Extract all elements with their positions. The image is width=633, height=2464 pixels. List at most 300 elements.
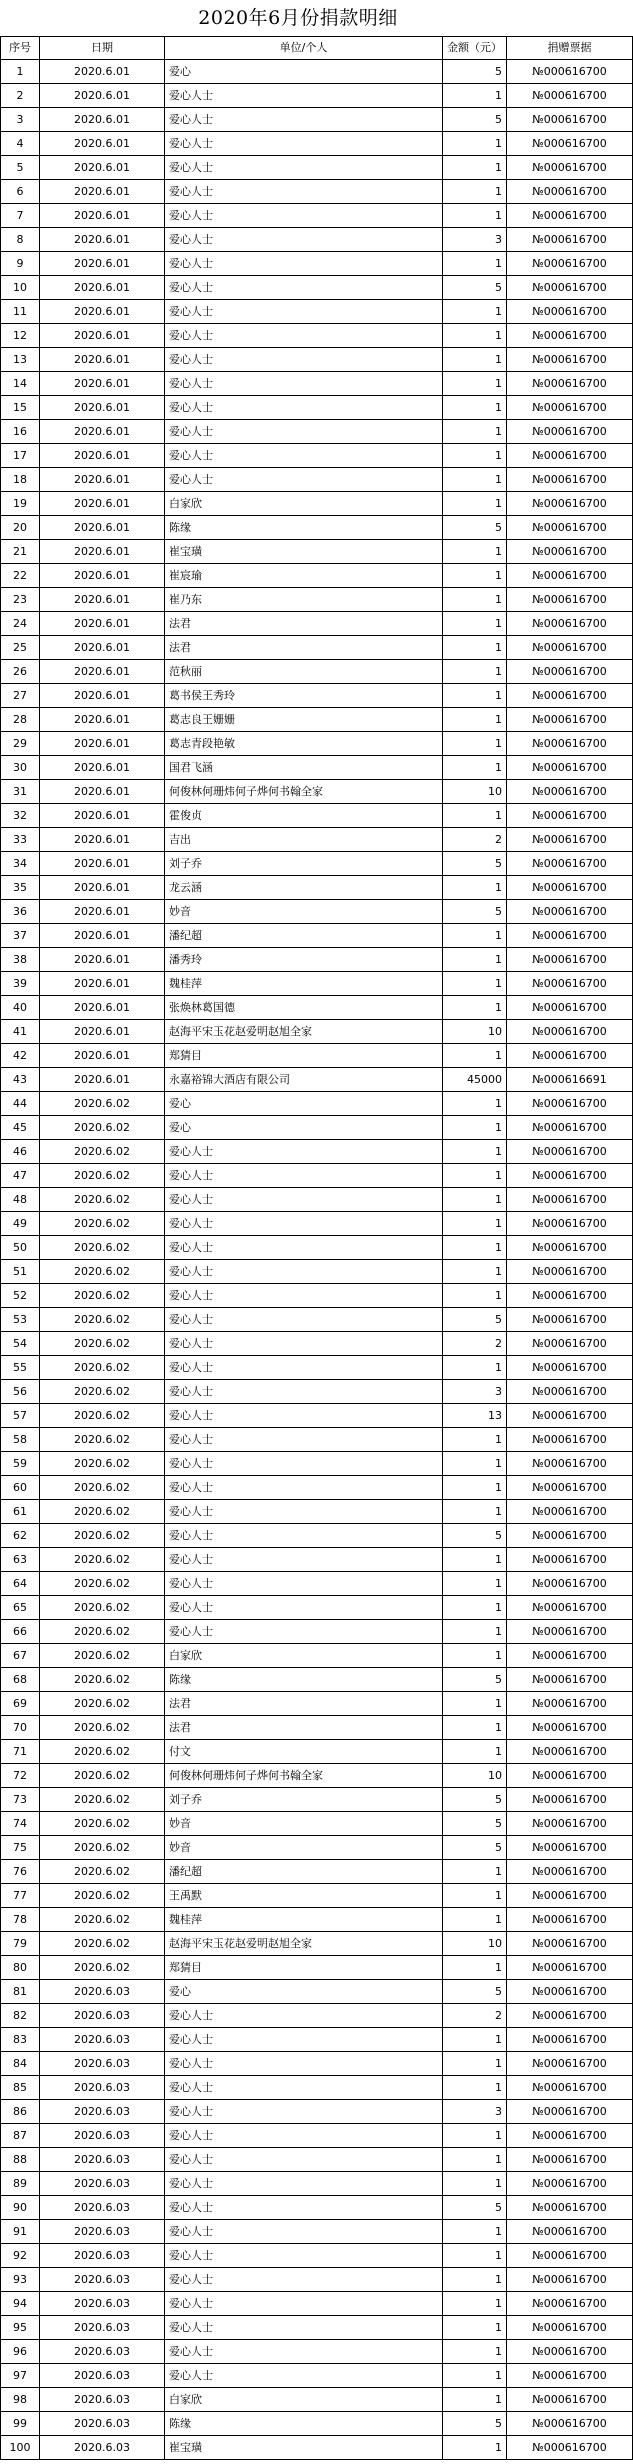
row-date: 2020.6.02 <box>40 1500 165 1524</box>
row-date: 2020.6.02 <box>40 1380 165 1404</box>
header-donor: 单位/个人 <box>165 37 443 60</box>
row-receipt: №000616700 <box>507 1236 633 1260</box>
row-donor: 白家欣 <box>165 2388 443 2412</box>
row-no: 95 <box>1 2316 40 2340</box>
row-receipt: №000616700 <box>507 2244 633 2268</box>
row-donor: 爱心人士 <box>165 132 443 156</box>
row-donor: 潘纪超 <box>165 1860 443 1884</box>
row-amount: 1 <box>443 1044 507 1068</box>
row-receipt: №000616700 <box>507 1356 633 1380</box>
row-donor: 法君 <box>165 1692 443 1716</box>
row-donor: 崔宸瑜 <box>165 564 443 588</box>
row-no: 53 <box>1 1308 40 1332</box>
row-donor: 爱心人士 <box>165 2268 443 2292</box>
row-no: 85 <box>1 2076 40 2100</box>
row-donor: 爱心人士 <box>165 1284 443 1308</box>
row-no: 61 <box>1 1500 40 1524</box>
row-donor: 爱心人士 <box>165 1140 443 1164</box>
row-no: 6 <box>1 180 40 204</box>
table-row <box>1 1116 633 1140</box>
row-date: 2020.6.01 <box>40 132 165 156</box>
row-no: 42 <box>1 1044 40 1068</box>
table-row <box>1 828 633 852</box>
row-receipt: №000616700 <box>507 1548 633 1572</box>
row-amount: 1 <box>443 84 507 108</box>
row-donor: 王禹默 <box>165 1884 443 1908</box>
row-receipt: №000616700 <box>507 564 633 588</box>
row-date: 2020.6.01 <box>40 804 165 828</box>
row-amount: 2 <box>443 1332 507 1356</box>
row-donor: 爱心人士 <box>165 1428 443 1452</box>
row-donor: 爱心人士 <box>165 276 443 300</box>
row-amount: 1 <box>443 2292 507 2316</box>
table-row <box>1 2196 633 2220</box>
row-donor: 陈缘 <box>165 2412 443 2436</box>
row-no: 51 <box>1 1260 40 1284</box>
row-no: 75 <box>1 1836 40 1860</box>
row-date: 2020.6.01 <box>40 924 165 948</box>
row-receipt: №000616700 <box>507 828 633 852</box>
row-donor: 爱心人士 <box>165 468 443 492</box>
row-date: 2020.6.02 <box>40 1572 165 1596</box>
table-row <box>1 468 633 492</box>
table-row <box>1 2292 633 2316</box>
row-amount: 1 <box>443 348 507 372</box>
row-receipt: №000616700 <box>507 1140 633 1164</box>
table-row <box>1 396 633 420</box>
row-donor: 爱心人士 <box>165 2124 443 2148</box>
row-donor: 吉出 <box>165 828 443 852</box>
row-receipt: №000616700 <box>507 588 633 612</box>
row-date: 2020.6.01 <box>40 396 165 420</box>
row-donor: 妙音 <box>165 1836 443 1860</box>
row-no: 79 <box>1 1932 40 1956</box>
row-amount: 1 <box>443 1356 507 1380</box>
row-receipt: №000616700 <box>507 2076 633 2100</box>
row-no: 59 <box>1 1452 40 1476</box>
row-donor: 爱心人士 <box>165 1188 443 1212</box>
row-no: 31 <box>1 780 40 804</box>
row-amount: 1 <box>443 1908 507 1932</box>
row-no: 13 <box>1 348 40 372</box>
row-donor: 何俊林何珊炜何子烨何书翰全家 <box>165 1764 443 1788</box>
row-no: 71 <box>1 1740 40 1764</box>
table-row <box>1 900 633 924</box>
row-amount: 1 <box>443 2076 507 2100</box>
row-no: 7 <box>1 204 40 228</box>
row-date: 2020.6.03 <box>40 2436 165 2460</box>
row-amount: 1 <box>443 1860 507 1884</box>
row-date: 2020.6.01 <box>40 828 165 852</box>
row-receipt: №000616700 <box>507 1260 633 1284</box>
row-receipt: №000616700 <box>507 1668 633 1692</box>
row-donor: 赵海平宋玉花赵爱明赵旭全家 <box>165 1020 443 1044</box>
table-row <box>1 780 633 804</box>
row-receipt: №000616700 <box>507 396 633 420</box>
row-amount: 1 <box>443 804 507 828</box>
row-amount: 5 <box>443 1836 507 1860</box>
row-no: 32 <box>1 804 40 828</box>
row-amount: 1 <box>443 948 507 972</box>
row-donor: 张焕林葛国德 <box>165 996 443 1020</box>
table-row <box>1 1284 633 1308</box>
row-amount: 10 <box>443 1764 507 1788</box>
row-amount: 1 <box>443 1092 507 1116</box>
row-no: 66 <box>1 1620 40 1644</box>
row-amount: 1 <box>443 2340 507 2364</box>
row-amount: 1 <box>443 1140 507 1164</box>
row-amount: 1 <box>443 1740 507 1764</box>
row-receipt: №000616700 <box>507 516 633 540</box>
row-amount: 5 <box>443 852 507 876</box>
table-row <box>1 1836 633 1860</box>
row-no: 28 <box>1 708 40 732</box>
row-donor: 爱心人士 <box>165 1308 443 1332</box>
row-receipt: №000616700 <box>507 852 633 876</box>
table-row <box>1 2124 633 2148</box>
row-date: 2020.6.01 <box>40 84 165 108</box>
row-date: 2020.6.03 <box>40 2388 165 2412</box>
table-row <box>1 540 633 564</box>
row-receipt: №000616700 <box>507 372 633 396</box>
row-no: 90 <box>1 2196 40 2220</box>
row-receipt: №000616700 <box>507 1212 633 1236</box>
table-row <box>1 132 633 156</box>
row-receipt: №000616700 <box>507 180 633 204</box>
row-amount: 5 <box>443 1788 507 1812</box>
row-date: 2020.6.01 <box>40 156 165 180</box>
table-body <box>1 60 633 2460</box>
row-no: 2 <box>1 84 40 108</box>
row-receipt: №000616700 <box>507 2316 633 2340</box>
row-no: 45 <box>1 1116 40 1140</box>
row-donor: 爱心人士 <box>165 396 443 420</box>
table-row <box>1 2052 633 2076</box>
row-receipt: №000616700 <box>507 348 633 372</box>
row-amount: 1 <box>443 372 507 396</box>
row-amount: 1 <box>443 2028 507 2052</box>
row-donor: 何俊林何珊炜何子烨何书翰全家 <box>165 780 443 804</box>
row-receipt: №000616700 <box>507 2412 633 2436</box>
row-donor: 爱心人士 <box>165 300 443 324</box>
row-amount: 1 <box>443 972 507 996</box>
row-amount: 1 <box>443 1212 507 1236</box>
row-amount: 1 <box>443 1500 507 1524</box>
table-row <box>1 1380 633 1404</box>
row-date: 2020.6.03 <box>40 2244 165 2268</box>
table-row <box>1 1044 633 1068</box>
row-date: 2020.6.01 <box>40 684 165 708</box>
table-row <box>1 1476 633 1500</box>
table-row <box>1 1884 633 1908</box>
row-amount: 1 <box>443 924 507 948</box>
row-amount: 1 <box>443 1428 507 1452</box>
row-receipt: №000616700 <box>507 612 633 636</box>
donation-table <box>0 36 633 2460</box>
table-row <box>1 1860 633 1884</box>
row-amount: 1 <box>443 1644 507 1668</box>
row-no: 17 <box>1 444 40 468</box>
table-row <box>1 1812 633 1836</box>
row-no: 58 <box>1 1428 40 1452</box>
row-no: 4 <box>1 132 40 156</box>
row-no: 24 <box>1 612 40 636</box>
row-receipt: №000616700 <box>507 2364 633 2388</box>
row-receipt: №000616700 <box>507 204 633 228</box>
row-receipt: №000616700 <box>507 1740 633 1764</box>
row-receipt: №000616700 <box>507 1404 633 1428</box>
row-donor: 爱心人士 <box>165 1548 443 1572</box>
row-donor: 爱心人士 <box>165 1260 443 1284</box>
row-no: 50 <box>1 1236 40 1260</box>
table-row <box>1 732 633 756</box>
table-row <box>1 324 633 348</box>
row-donor: 爱心人士 <box>165 372 443 396</box>
row-receipt: №000616700 <box>507 1332 633 1356</box>
row-amount: 1 <box>443 1548 507 1572</box>
row-receipt: №000616700 <box>507 420 633 444</box>
row-no: 37 <box>1 924 40 948</box>
row-date: 2020.6.02 <box>40 1596 165 1620</box>
table-row <box>1 2268 633 2292</box>
row-date: 2020.6.01 <box>40 1044 165 1068</box>
row-receipt: №000616691 <box>507 1068 633 1092</box>
table-row <box>1 228 633 252</box>
row-no: 72 <box>1 1764 40 1788</box>
table-row <box>1 156 633 180</box>
row-no: 22 <box>1 564 40 588</box>
row-receipt: №000616700 <box>507 924 633 948</box>
row-receipt: №000616700 <box>507 2100 633 2124</box>
row-date: 2020.6.03 <box>40 2172 165 2196</box>
row-date: 2020.6.01 <box>40 756 165 780</box>
row-receipt: №000616700 <box>507 2388 633 2412</box>
row-receipt: №000616700 <box>507 492 633 516</box>
row-donor: 爱心人士 <box>165 348 443 372</box>
row-donor: 陈缘 <box>165 516 443 540</box>
row-amount: 1 <box>443 180 507 204</box>
row-amount: 5 <box>443 276 507 300</box>
row-no: 84 <box>1 2052 40 2076</box>
row-amount: 1 <box>443 732 507 756</box>
row-date: 2020.6.02 <box>40 1092 165 1116</box>
table-row <box>1 1932 633 1956</box>
row-amount: 10 <box>443 1020 507 1044</box>
table-row <box>1 1356 633 1380</box>
row-amount: 1 <box>443 1116 507 1140</box>
row-date: 2020.6.01 <box>40 948 165 972</box>
row-no: 11 <box>1 300 40 324</box>
row-amount: 1 <box>443 612 507 636</box>
table-row <box>1 564 633 588</box>
row-donor: 爱心人士 <box>165 1620 443 1644</box>
row-amount: 1 <box>443 2268 507 2292</box>
row-donor: 潘纪超 <box>165 924 443 948</box>
row-amount: 5 <box>443 1980 507 2004</box>
table-row <box>1 2340 633 2364</box>
row-date: 2020.6.03 <box>40 2412 165 2436</box>
row-amount: 1 <box>443 1236 507 1260</box>
row-amount: 1 <box>443 2052 507 2076</box>
row-date: 2020.6.01 <box>40 420 165 444</box>
row-receipt: №000616700 <box>507 1308 633 1332</box>
row-date: 2020.6.02 <box>40 1908 165 1932</box>
table-row <box>1 2172 633 2196</box>
row-no: 9 <box>1 252 40 276</box>
row-no: 39 <box>1 972 40 996</box>
row-receipt: №000616700 <box>507 108 633 132</box>
row-date: 2020.6.02 <box>40 1740 165 1764</box>
table-row <box>1 276 633 300</box>
row-donor: 爱心人士 <box>165 108 443 132</box>
row-donor: 法君 <box>165 636 443 660</box>
table-row <box>1 1308 633 1332</box>
row-no: 93 <box>1 2268 40 2292</box>
table-row <box>1 924 633 948</box>
table-row <box>1 300 633 324</box>
row-date: 2020.6.01 <box>40 996 165 1020</box>
header-date: 日期 <box>40 37 165 60</box>
row-amount: 3 <box>443 228 507 252</box>
row-receipt: №000616700 <box>507 2004 633 2028</box>
table-row <box>1 420 633 444</box>
table-row <box>1 108 633 132</box>
row-no: 16 <box>1 420 40 444</box>
table-row <box>1 84 633 108</box>
table-row <box>1 2436 633 2460</box>
row-donor: 爱心人士 <box>165 252 443 276</box>
row-receipt: №000616700 <box>507 2196 633 2220</box>
row-receipt: №000616700 <box>507 1596 633 1620</box>
row-donor: 爱心人士 <box>165 2004 443 2028</box>
row-receipt: №000616700 <box>507 972 633 996</box>
row-date: 2020.6.01 <box>40 564 165 588</box>
row-donor: 爱心人士 <box>165 156 443 180</box>
row-amount: 1 <box>443 2148 507 2172</box>
row-date: 2020.6.02 <box>40 1116 165 1140</box>
row-amount: 1 <box>443 2436 507 2460</box>
row-donor: 葛志青段艳敏 <box>165 732 443 756</box>
row-date: 2020.6.02 <box>40 1524 165 1548</box>
row-date: 2020.6.02 <box>40 1332 165 1356</box>
row-date: 2020.6.03 <box>40 2196 165 2220</box>
row-donor: 郑猜目 <box>165 1044 443 1068</box>
table-row <box>1 2388 633 2412</box>
table-row <box>1 2412 633 2436</box>
row-receipt: №000616700 <box>507 60 633 84</box>
row-no: 97 <box>1 2364 40 2388</box>
row-receipt: №000616700 <box>507 780 633 804</box>
row-date: 2020.6.02 <box>40 1452 165 1476</box>
row-no: 94 <box>1 2292 40 2316</box>
row-donor: 魏桂萍 <box>165 972 443 996</box>
row-date: 2020.6.01 <box>40 228 165 252</box>
row-amount: 1 <box>443 588 507 612</box>
table-row <box>1 948 633 972</box>
row-date: 2020.6.02 <box>40 1164 165 1188</box>
row-receipt: №000616700 <box>507 156 633 180</box>
row-donor: 爱心 <box>165 1092 443 1116</box>
row-no: 40 <box>1 996 40 1020</box>
row-donor: 法君 <box>165 612 443 636</box>
row-no: 10 <box>1 276 40 300</box>
row-date: 2020.6.01 <box>40 636 165 660</box>
row-amount: 3 <box>443 2100 507 2124</box>
row-donor: 爱心人士 <box>165 2220 443 2244</box>
row-donor: 崔宝璜 <box>165 2436 443 2460</box>
row-receipt: №000616700 <box>507 1836 633 1860</box>
row-no: 14 <box>1 372 40 396</box>
row-amount: 5 <box>443 108 507 132</box>
row-receipt: №000616700 <box>507 1380 633 1404</box>
table-row <box>1 1908 633 1932</box>
row-date: 2020.6.03 <box>40 2052 165 2076</box>
row-donor: 爱心人士 <box>165 1524 443 1548</box>
header-receipt: 捐赠票据 <box>507 37 633 60</box>
row-date: 2020.6.01 <box>40 348 165 372</box>
row-donor: 爱心人士 <box>165 2196 443 2220</box>
row-no: 49 <box>1 1212 40 1236</box>
row-amount: 1 <box>443 420 507 444</box>
row-receipt: №000616700 <box>507 996 633 1020</box>
row-no: 8 <box>1 228 40 252</box>
row-no: 38 <box>1 948 40 972</box>
row-donor: 爱心人士 <box>165 1404 443 1428</box>
row-receipt: №000616700 <box>507 1428 633 1452</box>
row-amount: 1 <box>443 1260 507 1284</box>
row-receipt: №000616700 <box>507 1908 633 1932</box>
row-no: 81 <box>1 1980 40 2004</box>
row-no: 29 <box>1 732 40 756</box>
row-no: 36 <box>1 900 40 924</box>
row-amount: 5 <box>443 60 507 84</box>
table-row <box>1 660 633 684</box>
row-no: 100 <box>1 2436 40 2460</box>
row-date: 2020.6.01 <box>40 708 165 732</box>
row-date: 2020.6.01 <box>40 492 165 516</box>
row-amount: 10 <box>443 780 507 804</box>
row-no: 56 <box>1 1380 40 1404</box>
row-no: 78 <box>1 1908 40 1932</box>
row-amount: 5 <box>443 2412 507 2436</box>
row-donor: 爱心人士 <box>165 1572 443 1596</box>
row-date: 2020.6.02 <box>40 1932 165 1956</box>
row-date: 2020.6.01 <box>40 444 165 468</box>
row-no: 15 <box>1 396 40 420</box>
table-row <box>1 636 633 660</box>
row-no: 80 <box>1 1956 40 1980</box>
row-date: 2020.6.02 <box>40 1308 165 1332</box>
row-no: 76 <box>1 1860 40 1884</box>
row-date: 2020.6.02 <box>40 1788 165 1812</box>
row-date: 2020.6.02 <box>40 1428 165 1452</box>
row-donor: 赵海平宋玉花赵爱明赵旭全家 <box>165 1932 443 1956</box>
row-date: 2020.6.02 <box>40 1188 165 1212</box>
row-date: 2020.6.01 <box>40 1020 165 1044</box>
row-receipt: №000616700 <box>507 1644 633 1668</box>
row-no: 70 <box>1 1716 40 1740</box>
row-receipt: №000616700 <box>507 1500 633 1524</box>
row-donor: 爱心人士 <box>165 1452 443 1476</box>
row-no: 44 <box>1 1092 40 1116</box>
row-date: 2020.6.02 <box>40 1236 165 1260</box>
row-amount: 1 <box>443 636 507 660</box>
row-amount: 1 <box>443 2364 507 2388</box>
header-row <box>1 37 633 60</box>
row-receipt: №000616700 <box>507 1860 633 1884</box>
row-receipt: №000616700 <box>507 252 633 276</box>
row-date: 2020.6.01 <box>40 468 165 492</box>
